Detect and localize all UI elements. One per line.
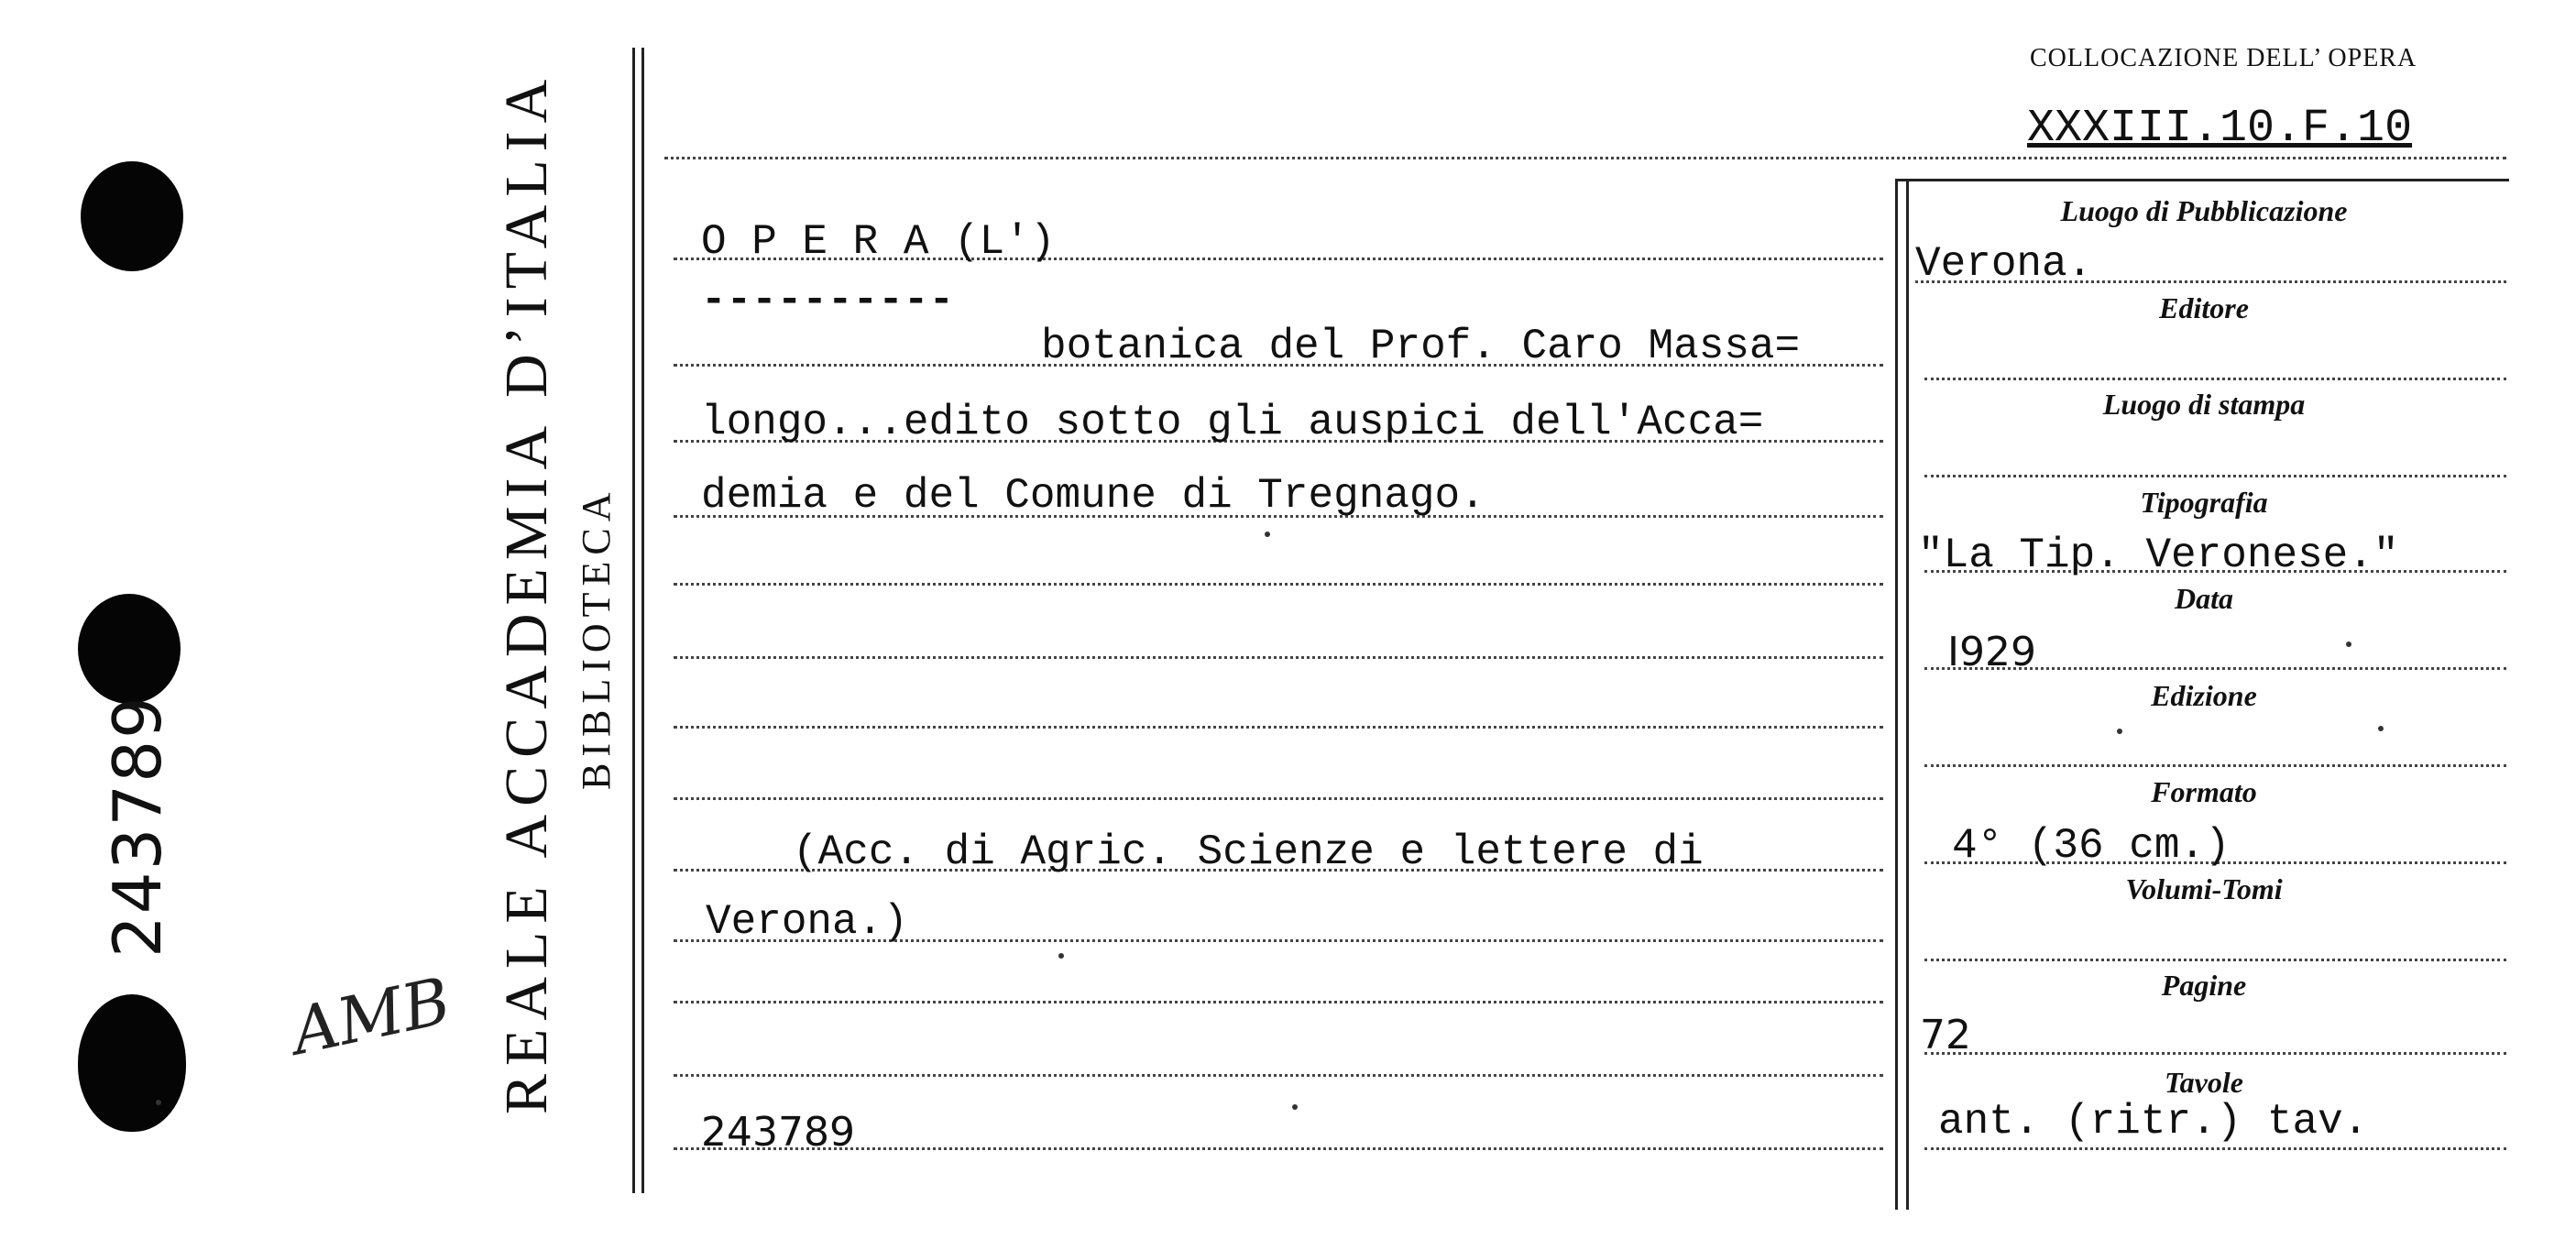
field-label-luogo-stampa: Luogo di stampa xyxy=(2102,388,2306,421)
shelfmark: XXXIII.10.F.10 xyxy=(2027,103,2413,155)
title-line-2: longo...edito sotto gli auspici dell'Acca= xyxy=(701,399,1764,446)
title-underline: ---------- xyxy=(701,277,955,324)
location-label: COLLOCAZIONE DELL’ OPERA xyxy=(2030,44,2417,72)
field-label-tavole: Tavole xyxy=(2165,1066,2243,1099)
field-label-tipografia: Tipografia xyxy=(2140,486,2268,519)
scan-speck xyxy=(2117,729,2122,734)
fields-top-rule xyxy=(1895,179,2509,181)
scan-speck xyxy=(1292,1104,1298,1110)
field-label-formato: Formato xyxy=(2151,775,2257,808)
left-double-rule-2 xyxy=(641,48,644,1193)
shelfmark-line xyxy=(664,157,2506,159)
rule-line xyxy=(674,797,1883,800)
field-label-luogo-pubblicazione: Luogo di Pubblicazione xyxy=(2060,194,2348,227)
title-heading: O P E R A (L') xyxy=(701,218,1056,266)
title-line-1: botanica del Prof. Caro Massa= xyxy=(1041,323,1801,370)
handwritten-initials: AMB xyxy=(285,962,457,1070)
field-value-tipografia: "La Tip. Veronese." xyxy=(1918,532,2399,579)
scan-speck xyxy=(2378,726,2384,731)
field-label-editore: Editore xyxy=(2159,291,2249,324)
scan-speck xyxy=(1058,953,1064,959)
field-label-data: Data xyxy=(2175,582,2233,615)
rule-line xyxy=(674,1001,1883,1003)
field-label-volumi-tomi: Volumi-Tomi xyxy=(2125,872,2283,905)
rule-line xyxy=(674,583,1883,586)
field-value-luogo-pubblicazione: Verona. xyxy=(1915,240,2093,288)
field-value-data: I929 xyxy=(1947,629,2036,675)
field-line xyxy=(1924,378,2506,380)
punch-hole-top xyxy=(81,161,183,271)
rule-line xyxy=(674,1147,1883,1150)
punch-hole-middle xyxy=(78,594,181,704)
field-line xyxy=(1924,764,2506,767)
field-line xyxy=(1924,959,2506,961)
title-line-3: demia e del Comune di Tregnago. xyxy=(701,472,1485,520)
rule-line xyxy=(674,1074,1883,1077)
series-line-1: (Acc. di Agric. Scienze e lettere di xyxy=(793,828,1704,876)
field-value-tavole: ant. (ritr.) tav. xyxy=(1938,1098,2369,1146)
scan-speck xyxy=(1265,532,1270,537)
field-label-edizione: Edizione xyxy=(2151,679,2257,712)
series-line-2: Verona.) xyxy=(706,898,908,946)
scan-speck xyxy=(2346,641,2351,647)
field-line xyxy=(1924,475,2506,477)
left-double-rule-1 xyxy=(632,48,635,1193)
scan-speck xyxy=(156,1100,161,1105)
field-label-pagine: Pagine xyxy=(2161,969,2247,1002)
field-line xyxy=(1924,1147,2506,1150)
rule-line xyxy=(674,656,1883,659)
rule-line xyxy=(674,726,1883,729)
field-line xyxy=(1924,1052,2506,1055)
field-value-formato: 4° (36 cm.) xyxy=(1952,822,2231,870)
institution-name: REALE ACCADEMIA D’ITALIA xyxy=(493,71,560,1114)
punch-hole-bottom xyxy=(78,994,186,1132)
field-value-pagine: 72 xyxy=(1920,1012,1971,1058)
institution-department: BIBLIOTECA xyxy=(574,486,619,790)
catalog-number: 243789 xyxy=(701,1109,855,1156)
inventory-number-vertical: 243789 xyxy=(99,695,176,958)
fields-rule-1 xyxy=(1895,179,1898,1210)
